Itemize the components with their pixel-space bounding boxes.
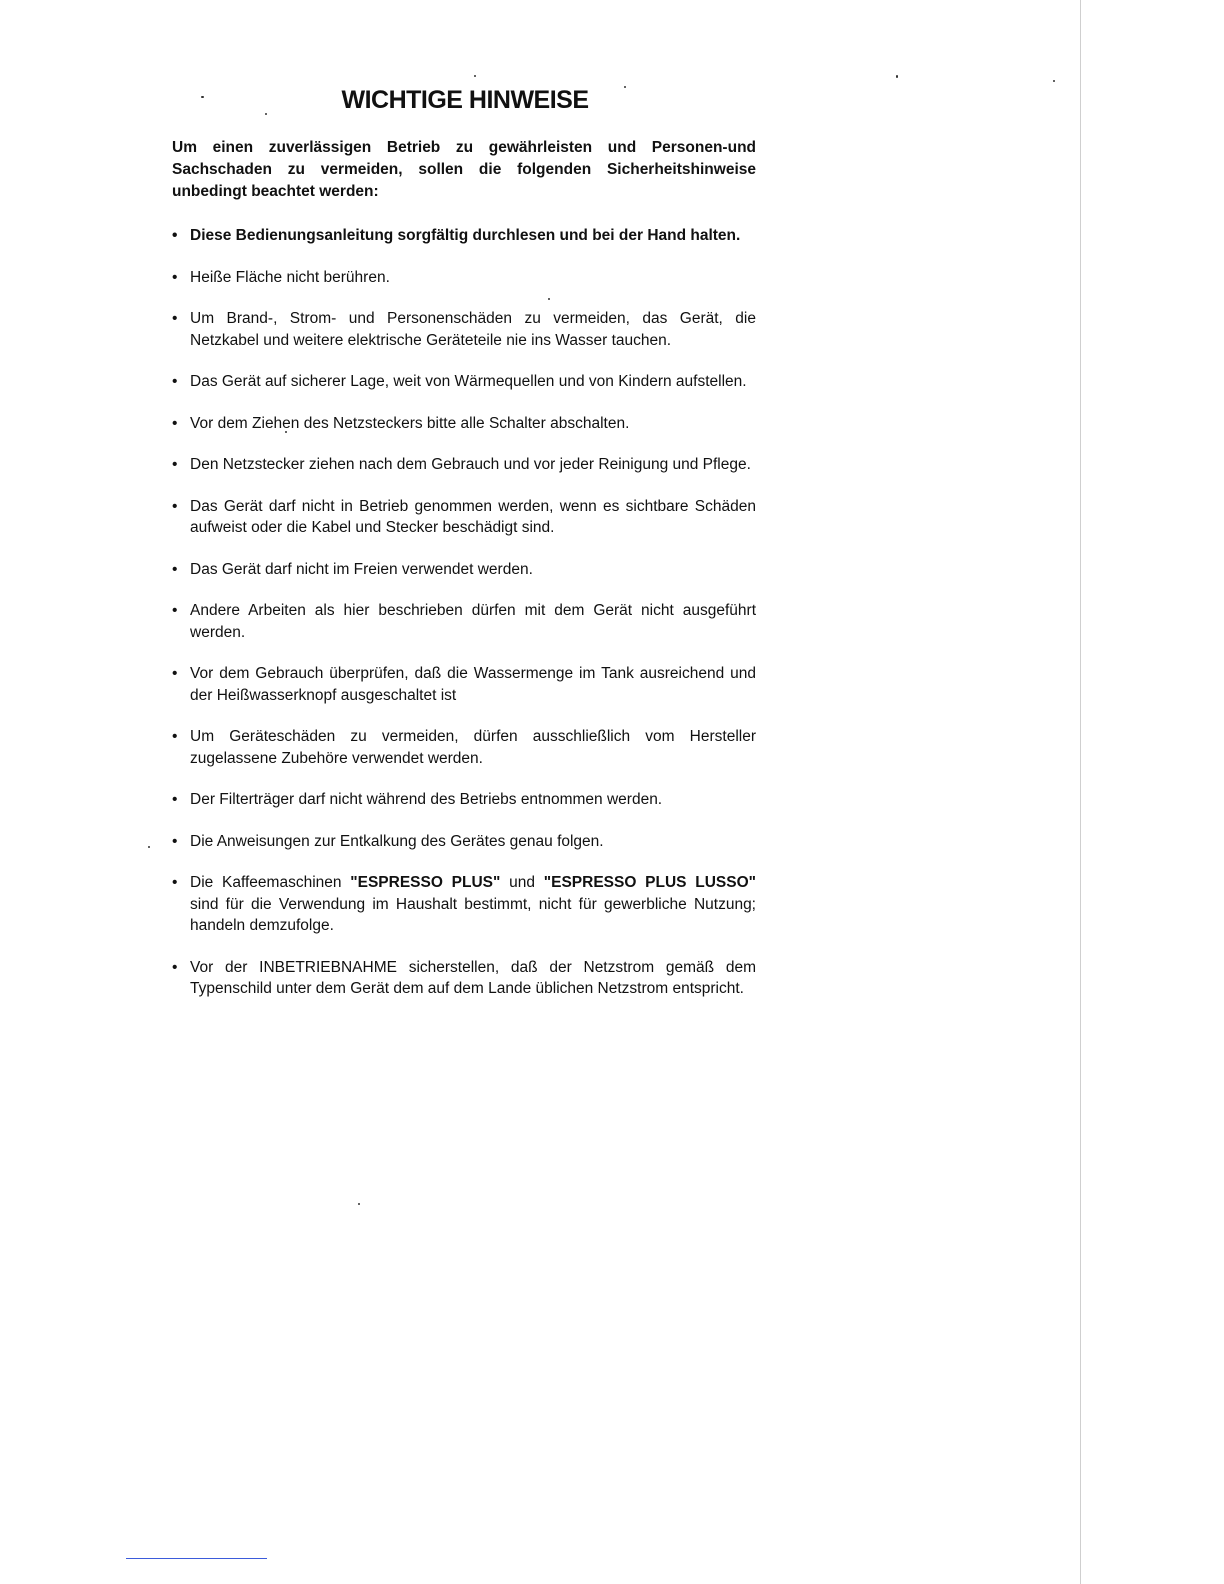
list-item: • Das Gerät auf sicherer Lage, weit von Wärmequellen und von Kindern aufstellen.	[172, 371, 756, 393]
list-item: • Vor dem Ziehen des Netzsteckers bitte alle Schalter abschalten.	[172, 413, 756, 435]
list-item: • Den Netzstecker ziehen nach dem Gebrauch und vor jeder Reinigung und Pflege.	[172, 454, 756, 476]
list-item: • Um Brand-, Strom- und Personenschäden zu vermeiden, das Gerät, die Netzkabel und weitere elektrische Geräteteile nie ins Wasser tauchen.	[172, 308, 756, 351]
list-item: • Vor dem Gebrauch überprüfen, daß die Wassermenge im Tank ausreichend und der Heißwasserknopf ausgeschaltet ist	[172, 663, 756, 706]
list-item: • Um Geräteschäden zu vermeiden, dürfen ausschließlich vom Hersteller zugelassene Zubehöre verwendet werden.	[172, 726, 756, 769]
product-item-suffix: sind für die Verwendung im Haushalt bestimmt, nicht für gewerbliche Nutzung; handeln demzufolge.	[190, 895, 756, 934]
list-item: • Diese Bedienungsanleitung sorgfältig durchlesen und bei der Hand halten.	[172, 225, 756, 247]
product-name-espresso-plus: "ESPRESSO PLUS"	[350, 874, 501, 891]
list-item: • Der Filterträger darf nicht während des Betriebs entnommen werden.	[172, 789, 756, 811]
document-body	[172, 137, 756, 1020]
product-item-middle: und	[500, 874, 544, 891]
page-edge-line	[1080, 0, 1081, 1584]
scan-speck	[474, 75, 476, 77]
product-name-espresso-plus-lusso: "ESPRESSO PLUS LUSSO"	[543, 874, 757, 891]
list-item: • Die Anweisungen zur Entkalkung des Gerätes genau folgen.	[172, 831, 756, 853]
page-title: WICHTIGE HINWEISE	[341, 86, 589, 114]
list-item: • Andere Arbeiten als hier beschrieben dürfen mit dem Gerät nicht ausgeführt werden.	[172, 600, 756, 643]
list-item: • Das Gerät darf nicht in Betrieb genommen werden, wenn es sichtbare Schäden aufweist oder die Kabel und Stecker beschädigt sind.	[172, 496, 756, 539]
scan-speck	[148, 846, 150, 848]
list-item: • Vor der INBETRIEBNAHME sicherstellen, daß der Netzstrom gemäß dem Typenschild unter dem Gerät dem auf dem Lande üblichen Netzstrom entspricht.	[172, 957, 756, 1000]
list-item: • Heiße Fläche nicht berühren.	[172, 267, 756, 289]
intro-paragraph: Um einen zuverlässigen Betrieb zu gewährleisten und Personen-und Sachschaden zu vermeiden, sollen die folgenden Sicherheitshinweise unbedingt beachtet werden:	[172, 139, 756, 200]
footer-rule	[126, 1558, 267, 1559]
product-list-item	[172, 872, 756, 937]
product-item-prefix: Die Kaffeemaschinen	[190, 874, 351, 891]
scan-speck	[896, 75, 898, 78]
scan-speck	[358, 1203, 360, 1205]
scan-speck	[1053, 80, 1055, 82]
safety-notes-list	[172, 225, 756, 1000]
list-item: • Das Gerät darf nicht im Freien verwendet werden.	[172, 559, 756, 581]
